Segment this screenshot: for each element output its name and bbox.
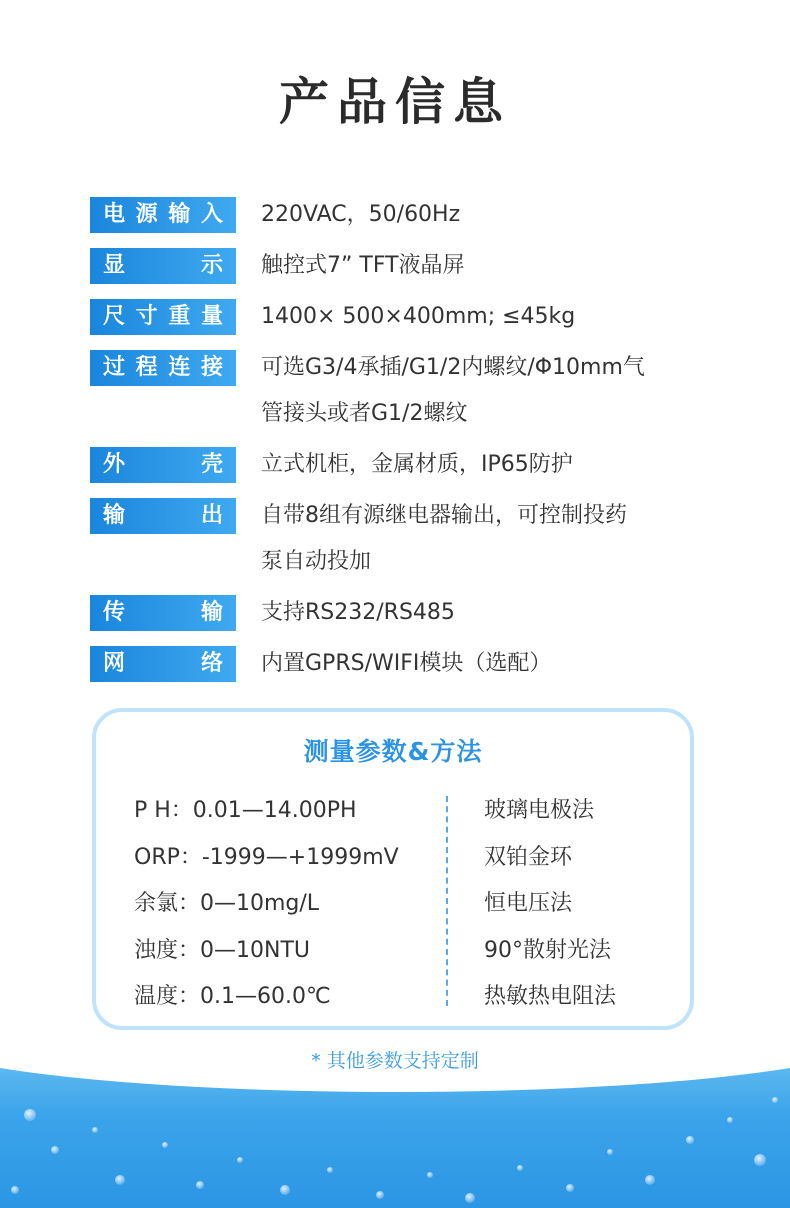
spec-label-power — [90, 197, 236, 233]
spec-value-line: 可选G3/4承插/G1/2内螺纹/Φ10mm气 — [261, 355, 645, 380]
label-char: 壳 — [200, 452, 223, 477]
spec-value-line: 1400× 500×400mm; ≤45kg — [261, 304, 576, 329]
label-char: 输 — [103, 503, 126, 528]
spec-label-network — [90, 646, 236, 682]
water-droplet-background — [0, 1060, 790, 1208]
label-char: 连 — [168, 355, 191, 380]
spec-table — [90, 197, 730, 697]
label-char: 外 — [103, 452, 126, 477]
spec-row-transmission — [90, 595, 730, 636]
dashed-divider — [446, 796, 448, 1006]
measurement-methods — [484, 788, 616, 1021]
range-chlorine: 余氯：0—10mg/L — [134, 891, 320, 916]
spec-value-line: 立式机柜，金属材质，IP65防护 — [261, 452, 573, 477]
spec-label-dimensions — [90, 299, 236, 335]
label-char: 程 — [135, 355, 158, 380]
label-char: 输 — [200, 600, 223, 625]
measurement-ranges — [134, 788, 399, 1021]
label-char: 尺 — [103, 304, 126, 329]
spec-row-housing — [90, 447, 730, 488]
customization-note: * 其他参数支持定制 — [311, 1050, 479, 1072]
method-orp: 双铂金环 — [484, 844, 573, 870]
spec-value-line: 支持RS232/RS485 — [261, 600, 455, 625]
label-char: 源 — [135, 202, 158, 227]
page-title: 产品信息 — [279, 73, 511, 131]
spec-row-power — [90, 197, 730, 238]
spec-value-dimensions — [261, 294, 701, 340]
spec-value-output — [261, 493, 701, 585]
label-char: 过 — [103, 355, 126, 380]
range-temperature: 温度：0.1—60.0℃ — [134, 984, 331, 1009]
label-char: 网 — [103, 651, 126, 676]
measurement-panel — [92, 708, 694, 1030]
spec-row-connection — [90, 350, 730, 437]
spec-value-display — [261, 243, 701, 289]
spec-label-connection — [90, 350, 236, 386]
spec-value-connection — [261, 345, 701, 437]
spec-row-network — [90, 646, 730, 687]
label-char: 传 — [103, 600, 126, 625]
range-orp: ORP：-1999—+1999mV — [134, 844, 399, 870]
spec-value-line: 220VAC，50/60Hz — [261, 202, 461, 227]
method-ph: 玻璃电极法 — [484, 798, 595, 823]
label-char: 接 — [200, 355, 223, 380]
spec-row-display — [90, 248, 730, 289]
label-char: 入 — [200, 202, 223, 227]
spec-value-line: 内置GPRS/WIFI模块（选配） — [261, 651, 552, 676]
label-char: 络 — [200, 651, 223, 676]
label-char: 寸 — [135, 304, 158, 329]
method-temperature: 热敏热电阻法 — [484, 984, 617, 1009]
label-char: 量 — [200, 304, 223, 329]
spec-value-power — [261, 192, 701, 238]
spec-label-housing — [90, 447, 236, 483]
label-char: 电 — [103, 202, 126, 227]
label-char: 输 — [168, 202, 191, 227]
label-char: 重 — [168, 304, 191, 329]
spec-row-output — [90, 498, 730, 585]
spec-value-line: 自带8组有源继电器输出，可控制投药 — [261, 503, 627, 528]
method-turbidity: 90°散射光法 — [484, 937, 611, 963]
label-char: 显 — [103, 253, 126, 278]
spec-label-display — [90, 248, 236, 284]
range-turbidity: 浊度：0—10NTU — [134, 937, 310, 963]
spec-label-transmission — [90, 595, 236, 631]
spec-value-housing — [261, 442, 701, 488]
spec-value-transmission — [261, 590, 701, 636]
label-char: 示 — [200, 253, 223, 278]
spec-value-line: 管接头或者G1/2螺纹 — [261, 401, 468, 426]
method-chlorine: 恒电压法 — [484, 891, 573, 916]
spec-value-network — [261, 641, 701, 687]
range-ph: P H：0.01—14.00PH — [134, 798, 357, 823]
measurement-title: 测量参数&方法 — [303, 737, 483, 766]
spec-value-line: 触控式7” TFT液晶屏 — [261, 253, 465, 278]
spec-row-dimensions — [90, 299, 730, 340]
spec-value-line: 泵自动投加 — [261, 549, 372, 574]
spec-label-output — [90, 498, 236, 534]
label-char: 出 — [200, 503, 223, 528]
